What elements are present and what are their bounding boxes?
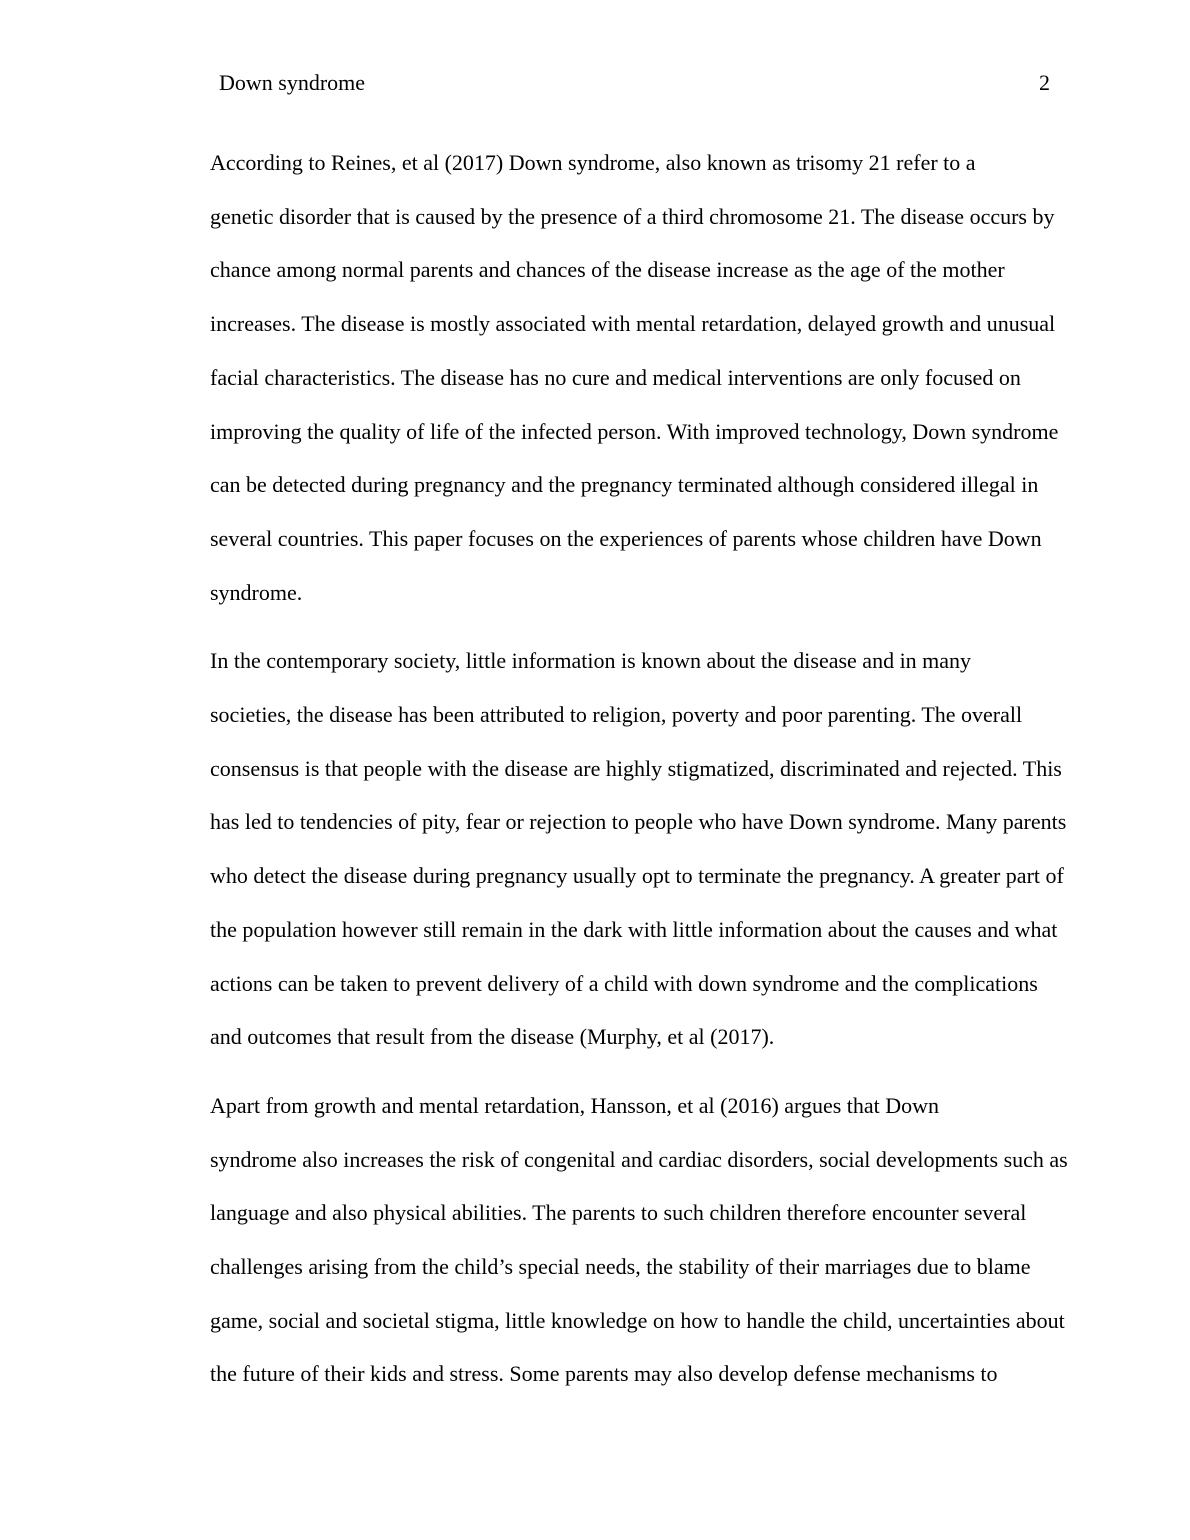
text-line: language and also physical abilities. The parents to such children therefore encounter several: [210, 1200, 1027, 1226]
text-line: Apart from growth and mental retardation, Hansson, et al (2016) argues that Down: [210, 1092, 940, 1118]
text-line: can be detected during pregnancy and the pregnancy terminated although considered illegal in: [210, 472, 1039, 498]
paragraph-1: [140, 136, 1059, 619]
paragraph-2: [140, 634, 1067, 1064]
running-head: Down syndrome: [219, 70, 366, 95]
text-line: According to Reines, et al (2017) Down syndrome, also known as trisomy 21 refer to a: [210, 150, 976, 175]
text-line: challenges arising from the child’s special needs, the stability of their marriages due to blame: [210, 1254, 1031, 1280]
text-line: facial characteristics. The disease has no cure and medical interventions are only focused on: [210, 364, 1021, 390]
text-line: improving the quality of life of the infected person. With improved technology, Down syndrome: [210, 418, 1059, 444]
paragraph-3: [140, 1079, 1068, 1401]
text-line: increases. The disease is mostly associated with mental retardation, delayed growth and unusual: [210, 311, 1056, 337]
text-line: syndrome also increases the risk of congenital and cardiac disorders, social developments such as: [210, 1146, 1068, 1172]
text-line: syndrome.: [210, 579, 303, 605]
text-line: societies, the disease has been attributed to religion, poverty and poor parenting. The overall: [210, 702, 1023, 728]
text-line: genetic disorder that is caused by the presence of a third chromosome 21. The disease occurs by: [210, 203, 1055, 229]
text-line: has led to tendencies of pity, fear or rejection to people who have Down syndrome. Many parents: [210, 809, 1067, 835]
page-header: [0, 70, 1190, 100]
text-line: actions can be taken to prevent delivery of a child with down syndrome and the complications: [210, 970, 1038, 996]
text-line: the population however still remain in the dark with little information about the causes and what: [210, 916, 1058, 942]
text-line: several countries. This paper focuses on the experiences of parents whose children have Down: [210, 525, 1042, 551]
text-line: the future of their kids and stress. Some parents may also develop defense mechanisms to: [210, 1361, 998, 1387]
text-line: consensus is that people with the disease are highly stigmatized, discriminated and rejected. This: [210, 755, 1062, 781]
text-line: chance among normal parents and chances of the disease increase as the age of the mother: [210, 257, 1005, 283]
text-line: In the contemporary society, little information is known about the disease and in many: [210, 648, 972, 674]
text-line: game, social and societal stigma, little knowledge on how to handle the child, uncertainties about: [210, 1307, 1065, 1333]
text-line: and outcomes that result from the disease (Murphy, et al (2017).: [210, 1024, 775, 1050]
page-number: 2: [1039, 70, 1050, 95]
text-line: who detect the disease during pregnancy usually opt to terminate the pregnancy. A greater part of: [210, 863, 1064, 889]
body-text: [140, 136, 1068, 1416]
